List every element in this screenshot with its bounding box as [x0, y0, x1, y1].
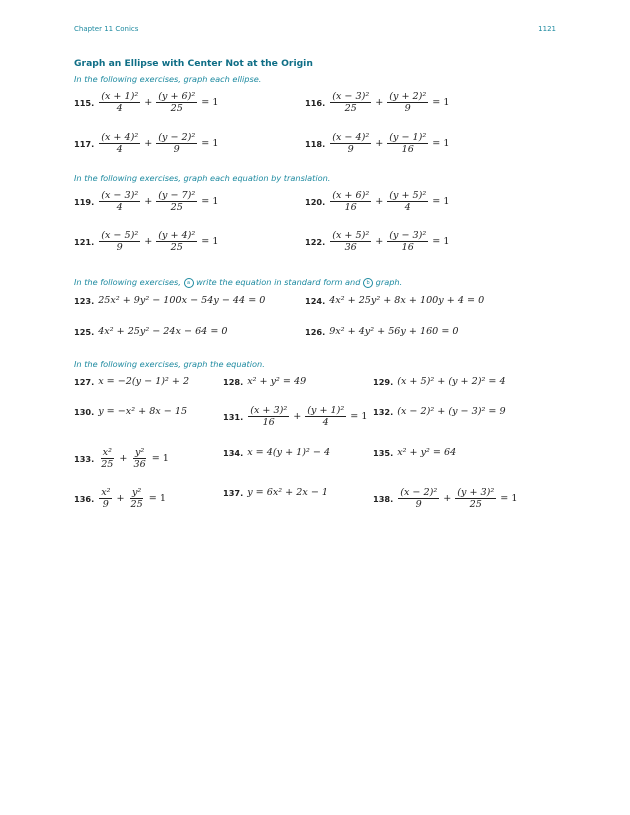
fraction — [330, 230, 371, 253]
numerator: (y − 2)² — [158, 132, 196, 143]
denominator: 16 — [401, 144, 414, 155]
exercise-134 — [223, 447, 330, 458]
fraction — [99, 487, 112, 510]
rhs: = 1 — [432, 97, 450, 108]
exercise-115 — [74, 91, 218, 114]
denominator: 25 — [101, 459, 114, 470]
exercise-number: 119. — [74, 196, 95, 207]
operator: + — [119, 453, 128, 464]
exercise-123 — [74, 295, 265, 306]
rhs: = 1 — [350, 411, 368, 422]
exercise-number: 128. — [223, 376, 244, 387]
exercise-number: 131. — [223, 411, 244, 422]
fraction — [156, 132, 197, 155]
numerator: (x − 3)² — [101, 190, 139, 201]
exercise-number: 129. — [373, 376, 394, 387]
exercise-120 — [305, 190, 449, 213]
fraction — [131, 447, 147, 470]
numerator: x² — [101, 487, 111, 498]
exercise-131 — [223, 405, 367, 428]
denominator: 16 — [401, 242, 414, 253]
exercise-number: 137. — [223, 487, 244, 498]
fraction — [387, 91, 428, 114]
denominator: 4 — [404, 202, 411, 213]
exercise-number: 115. — [74, 97, 95, 108]
denominator: 4 — [116, 144, 123, 155]
fraction — [156, 230, 197, 253]
denominator: 25 — [344, 103, 357, 114]
exercise-128 — [223, 376, 306, 387]
fraction — [156, 190, 197, 213]
equation: 4x² + 25y² − 24x − 64 = 0 — [98, 326, 228, 337]
exercise-116 — [305, 91, 449, 114]
equation: x² + y² = 64 — [397, 447, 457, 458]
denominator: 4 — [116, 103, 123, 114]
rhs: = 1 — [201, 236, 219, 247]
exercise-number: 138. — [373, 493, 394, 504]
fraction — [455, 487, 496, 510]
fraction — [387, 190, 428, 213]
exercise-number: 135. — [373, 447, 394, 458]
instruction-graph-equation: In the following exercises, graph the equation. — [74, 359, 265, 369]
operator: + — [116, 493, 125, 504]
exercise-number: 117. — [74, 138, 95, 149]
rhs: = 1 — [201, 196, 219, 207]
fraction — [387, 230, 428, 253]
instruction-standard-form — [74, 277, 402, 288]
numerator: (x − 2)² — [400, 487, 438, 498]
instruction-graph-ellipse: In the following exercises, graph each ellipse. — [74, 74, 262, 84]
denominator: 9 — [173, 144, 180, 155]
operator: + — [443, 493, 452, 504]
instruction-text: In the following exercises, — [74, 277, 181, 287]
denominator: 9 — [404, 103, 411, 114]
numerator: (y + 5)² — [389, 190, 427, 201]
numerator: (x + 4)² — [101, 132, 139, 143]
fraction — [398, 487, 439, 510]
chapter-header: Chapter 11 Conics — [74, 25, 139, 33]
fraction — [330, 132, 371, 155]
exercise-121 — [74, 230, 218, 253]
numerator: y² — [134, 447, 145, 458]
operator: + — [144, 97, 153, 108]
equation: x = 4(y + 1)² − 4 — [247, 447, 331, 458]
exercise-number: 120. — [305, 196, 326, 207]
operator: + — [375, 196, 384, 207]
equation: (x + 5)² + (y + 2)² = 4 — [397, 376, 506, 387]
equation: x² + y² = 49 — [247, 376, 307, 387]
instruction-text: write the equation in standard form and — [196, 277, 361, 287]
rhs: = 1 — [151, 453, 169, 464]
numerator: (y + 2)² — [389, 91, 427, 102]
denominator: 36 — [133, 459, 146, 470]
operator: + — [375, 97, 384, 108]
instruction-text: graph. — [375, 277, 403, 287]
exercise-number: 134. — [223, 447, 244, 458]
numerator: (y − 7)² — [158, 190, 196, 201]
exercise-130 — [74, 406, 187, 417]
exercise-135 — [373, 447, 456, 458]
numerator: (y + 6)² — [158, 91, 196, 102]
exercise-number: 136. — [74, 493, 95, 504]
operator: + — [144, 196, 153, 207]
denominator: 36 — [344, 242, 357, 253]
operator: + — [293, 411, 302, 422]
rhs: = 1 — [500, 493, 518, 504]
equation: (x − 2)² + (y − 3)² = 9 — [397, 406, 506, 417]
numerator: (x + 1)² — [101, 91, 139, 102]
equation: 25x² + 9y² − 100x − 54y − 44 = 0 — [98, 295, 266, 306]
equation: x = −2(y − 1)² + 2 — [98, 376, 190, 387]
fraction — [156, 91, 197, 114]
rhs: = 1 — [148, 493, 166, 504]
denominator: 9 — [116, 242, 123, 253]
numerator: (x + 5)² — [332, 230, 370, 241]
denominator: 25 — [170, 242, 183, 253]
numerator: (x − 4)² — [332, 132, 370, 143]
fraction — [330, 91, 371, 114]
exercise-132 — [373, 406, 506, 417]
denominator: 9 — [415, 499, 422, 510]
numerator: (x − 5)² — [101, 230, 139, 241]
fraction — [99, 132, 140, 155]
exercise-137 — [223, 487, 328, 498]
numerator: (x − 3)² — [332, 91, 370, 102]
exercise-127 — [74, 376, 189, 387]
numerator: y² — [131, 487, 142, 498]
exercise-number: 122. — [305, 236, 326, 247]
equation: 4x² + 25y² + 8x + 100y + 4 = 0 — [329, 295, 485, 306]
fraction — [248, 405, 289, 428]
exercise-number: 123. — [74, 295, 95, 306]
exercise-number: 133. — [74, 453, 95, 464]
exercise-133 — [74, 447, 169, 470]
operator: + — [375, 236, 384, 247]
rhs: = 1 — [432, 138, 450, 149]
numerator: (y − 3)² — [389, 230, 427, 241]
operator: + — [144, 236, 153, 247]
exercise-number: 127. — [74, 376, 95, 387]
exercise-129 — [373, 376, 506, 387]
denominator: 25 — [469, 499, 482, 510]
fraction — [99, 230, 140, 253]
exercise-number: 121. — [74, 236, 95, 247]
section-title: Graph an Ellipse with Center Not at the Origin — [74, 58, 313, 69]
fraction — [99, 447, 115, 470]
exercise-117 — [74, 132, 218, 155]
exercise-122 — [305, 230, 449, 253]
exercise-138 — [373, 487, 517, 510]
circled-b-icon: b — [363, 278, 373, 288]
numerator: (x + 3)² — [250, 405, 288, 416]
exercise-number: 125. — [74, 326, 95, 337]
denominator: 9 — [102, 499, 109, 510]
numerator: (x + 6)² — [332, 190, 370, 201]
exercise-126 — [305, 326, 459, 337]
fraction — [99, 91, 140, 114]
fraction — [330, 190, 371, 213]
denominator: 4 — [116, 202, 123, 213]
equation: y = −x² + 8x − 15 — [98, 406, 188, 417]
equation: 9x² + 4y² + 56y + 160 = 0 — [329, 326, 459, 337]
fraction — [387, 132, 428, 155]
rhs: = 1 — [201, 97, 219, 108]
exercise-number: 132. — [373, 406, 394, 417]
rhs: = 1 — [201, 138, 219, 149]
equation: y = 6x² + 2x − 1 — [247, 487, 329, 498]
circled-a-icon: a — [184, 278, 194, 288]
denominator: 4 — [322, 417, 329, 428]
denominator: 16 — [344, 202, 357, 213]
exercise-125 — [74, 326, 228, 337]
denominator: 16 — [262, 417, 275, 428]
denominator: 25 — [170, 202, 183, 213]
rhs: = 1 — [432, 196, 450, 207]
page-number: 1121 — [538, 25, 556, 33]
operator: + — [144, 138, 153, 149]
numerator: (y + 4)² — [158, 230, 196, 241]
exercise-number: 118. — [305, 138, 326, 149]
numerator: (y − 1)² — [389, 132, 427, 143]
denominator: 25 — [170, 103, 183, 114]
instruction-translation: In the following exercises, graph each equation by translation. — [74, 173, 331, 183]
exercise-number: 116. — [305, 97, 326, 108]
fraction — [305, 405, 346, 428]
exercise-number: 130. — [74, 406, 95, 417]
exercise-number: 126. — [305, 326, 326, 337]
numerator: x² — [102, 447, 112, 458]
exercise-118 — [305, 132, 449, 155]
denominator: 25 — [130, 499, 143, 510]
rhs: = 1 — [432, 236, 450, 247]
numerator: (y + 3)² — [457, 487, 495, 498]
fraction — [129, 487, 145, 510]
denominator: 9 — [347, 144, 354, 155]
fraction — [99, 190, 140, 213]
exercise-136 — [74, 487, 166, 510]
numerator: (y + 1)² — [307, 405, 345, 416]
exercise-119 — [74, 190, 218, 213]
operator: + — [375, 138, 384, 149]
exercise-number: 124. — [305, 295, 326, 306]
exercise-124 — [305, 295, 484, 306]
